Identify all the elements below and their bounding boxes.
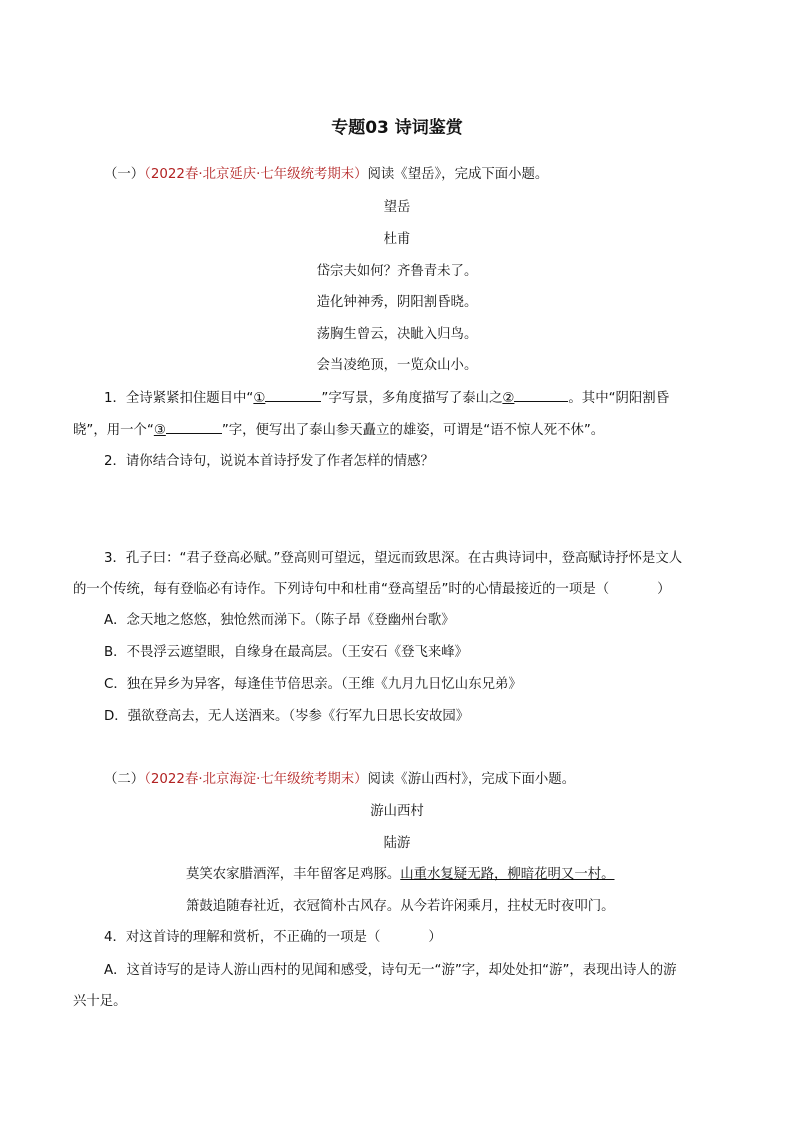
- section1-instruction: 阅读《望岳》，完成下面小题。: [367, 167, 549, 182]
- option-c: C．独在异乡为异客，每逢佳节倍思亲。（王维《九月九日忆山东兄弟》: [104, 677, 522, 692]
- blank-2[interactable]: ②: [502, 391, 568, 406]
- poem2-title: 游山西村: [370, 804, 424, 819]
- poem2-line-1: 莫笑农家腊酒浑，丰年留客足鸡豚。山重水复疑无路，柳暗花明又一村。: [186, 867, 615, 882]
- blank-1[interactable]: ①: [253, 391, 321, 406]
- question-4: 4．对这首诗的理解和赏析，不正确的一项是（ ）: [104, 930, 442, 945]
- section2-source: （2022春·北京海淀·七年级统考期末）: [144, 772, 368, 787]
- section1-source: （2022春·北京延庆·七年级统考期末）: [144, 167, 368, 182]
- question-3-line2: 的一个传统，每有登临必有诗作。下列诗句中和杜甫“登高望岳”时的心情最接近的一项是（ ）: [73, 582, 671, 597]
- question-4-option-a-line2: 兴十足。: [73, 994, 127, 1009]
- poem1-line-4: 会当凌绝顶，一览众山小。: [316, 358, 478, 373]
- blank-3[interactable]: ③: [154, 423, 222, 438]
- section2-header: [104, 771, 575, 789]
- section2-instruction: 阅读《游山西村》，完成下面小题。: [367, 772, 576, 787]
- section2-number: （二）: [104, 772, 145, 787]
- underlined-verse: 山重水复疑无路，柳暗花明又一村。: [400, 867, 615, 882]
- poem1-line-1: 岱宗夫如何？齐鲁青未了。: [316, 264, 478, 279]
- poem2-line-2: 箫鼓追随春社近，衣冠简朴古风存。从今若许闲乘月，拄杖无时夜叩门。: [186, 899, 615, 914]
- poem1-line-3: 荡胸生曾云，决眦入归鸟。: [316, 327, 478, 342]
- question-1-line1: 1．全诗紧紧扣住题目中“① ”字写景，多角度描写了泰山之② 。其中“阴阳割昏: [104, 391, 670, 406]
- question-4-option-a-line1: A．这首诗写的是诗人游山西村的见闻和感受，诗句无一“游”字，却处处扣“游”，表现出诗人的游: [104, 963, 677, 978]
- option-d: D．强欲登高去，无人送酒来。（岑参《行军九日思长安故园》: [104, 709, 470, 724]
- section1-header: [104, 166, 548, 184]
- page-title: 专题03 诗词鉴赏: [331, 118, 463, 138]
- question-1-line2: 晓”，用一个“③ ”字，便写出了泰山参天矗立的雄姿，可谓是“语不惊人死不休”。: [73, 423, 605, 438]
- poem1-title: 望岳: [383, 200, 411, 215]
- option-a: A．念天地之悠悠，独怆然而涕下。（陈子昂《登幽州台歌》: [104, 613, 455, 628]
- question-2: 2．请你结合诗句，说说本首诗抒发了作者怎样的情感？: [104, 454, 434, 469]
- question-3-line1: 3．孔子曰：“君子登高必赋。”登高则可望远，望远而致思深。在古典诗词中，登高赋诗抒怀是文人: [104, 551, 683, 566]
- poem1-line-2: 造化钟神秀，阴阳割昏晓。: [316, 295, 478, 310]
- section1-number: （一）: [104, 167, 145, 182]
- option-b: B．不畏浮云遮望眼，自缘身在最高层。（王安石《登飞来峰》: [104, 645, 469, 660]
- poem1-author: 杜甫: [383, 232, 411, 247]
- poem2-author: 陆游: [383, 836, 411, 851]
